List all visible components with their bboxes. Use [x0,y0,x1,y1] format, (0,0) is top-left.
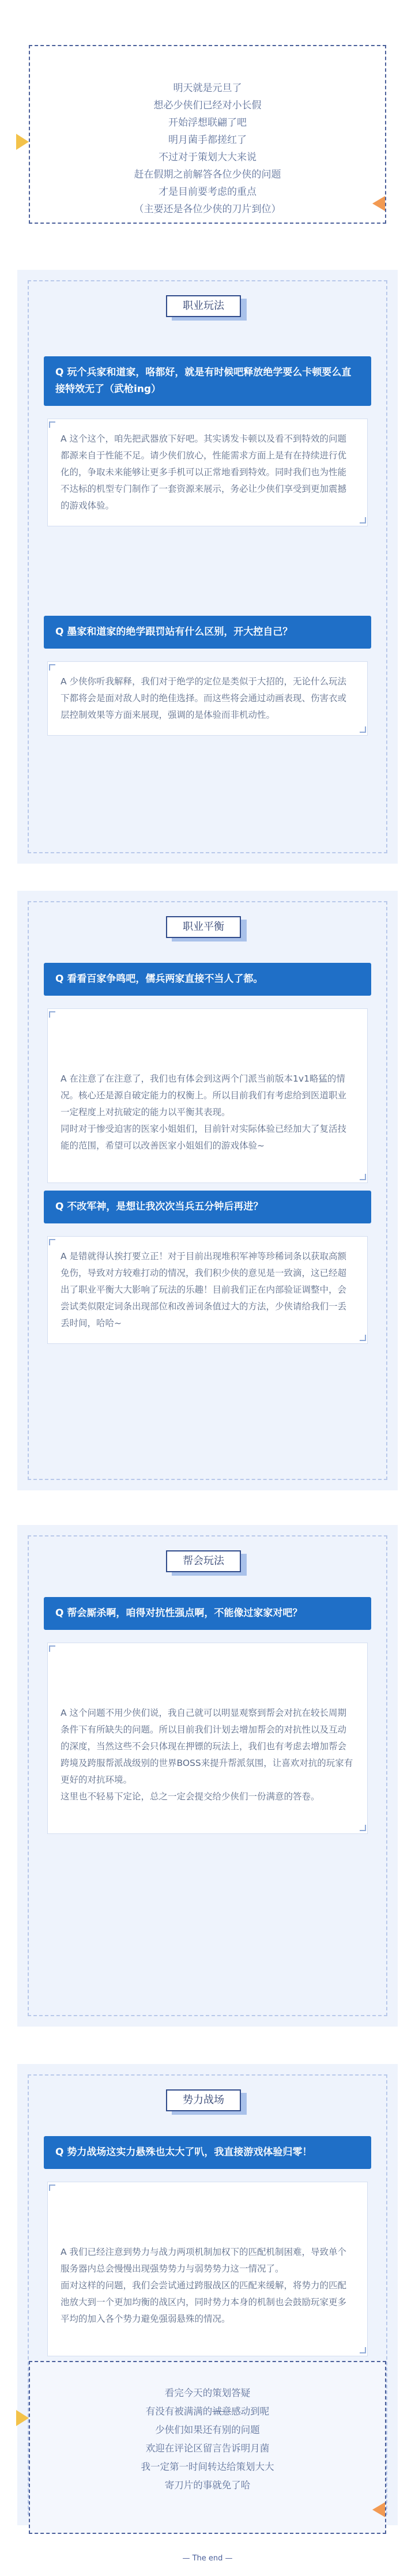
qa-block [44,963,371,1183]
orange-arrow-icon [372,196,385,211]
yellow-arrow-icon [16,134,29,150]
intro-line: 明月菌手都搓红了 [168,134,247,146]
outro-line: 寄刀片的事就免了哈 [164,2480,251,2491]
answer-text: A 我们已经注意到势力与战力两项机制加权下的匹配机制困难，导致单个服务器内总会慢慢出现强势势力与弱势势力这一情况了。 面对这样的问题，我们会尝试通过跨服战区的匹配来缓解，将势力的匹配池放大到一个更加均衡的战区内，同时势力本身的机制也会鼓励玩家更多平均的加入各个势力避免强弱悬殊的情况。 [61,2247,347,2324]
section-class-balance [17,891,398,1490]
question-bar: Q 玩个兵家和道家，咯都好，就是有时候吧释放绝学要么卡顿要么直接特效无了（武枪ing） [44,356,371,406]
answer-text: A 这个这个，咱先把武器放下好吧。其实诱发卡顿以及看不到特效的问题都源来自于性能不足。请少侠们放心，性能需求方面上是有在持续进行优化的，争取未来能够让更多手机可以正常地看到特效。同时我们也为性能不达标的机型专门制作了一套资源来展示，务必让少侠们享受到更加震撼的游戏体验。 [61,434,347,511]
outro-line: 少侠们如果还有别的问题 [155,2424,260,2435]
qa-block [44,1191,371,1344]
answer-text: A 是错就得认挨打要立正！对于目前出现堆积军神等珍稀词条以获取高额免伤，导致对方较难打动的情况，我们积少侠的意见是一致滴，这已经超出了职业平衡大大影响了玩法的乐趣！目前我们正在内部验证调整中，会尝试类似限定词条出现部位和改善词条值过大的方法，少侠请给我们一丢丢时间，哈哈~ [61,1251,347,1328]
answer-card [47,2182,368,2356]
section-class-gameplay [17,270,398,864]
intro-line: （主要还是各位少侠的刀片到位） [134,204,281,215]
badge-label: 职业玩法 [166,295,241,317]
answer-card [47,1643,368,1834]
qa-block [44,356,371,526]
corner-mark [49,2185,55,2191]
answer-text: A 这个问题不用少侠们说，我自己就可以明显观察到帮会对抗在较长周期条件下有所缺失的问题。所以目前我们计划去增加帮会的对抗性以及互动的深度，当然这些不会只体现在押镖的玩法上，我们也有考虑去增加帮会跨境及跨服帮派战级别的世界BOSS来提升帮派氛围，让喜欢对抗的玩家有更好的对抗环境。 这里也不轻易下定论，总之一定会提交给少侠们一份满意的答卷。 [61,1708,353,1802]
question-bar: Q 墨家和道家的绝学跟罚站有什么区别，开大控自己？ [44,616,371,649]
badge-label: 帮会玩法 [166,1550,241,1572]
corner-mark [49,1011,55,1018]
badge-label: 势力战场 [166,2089,241,2111]
intro-line: 赶在假期之前解答各位少侠的问题 [134,169,281,180]
corner-mark [49,1239,55,1245]
corner-mark [360,726,366,733]
corner-mark [49,1645,55,1652]
intro-text [30,80,385,218]
strike-word: 诚意 [212,2406,232,2417]
corner-mark [360,1335,366,1341]
section-guild-gameplay [17,1525,398,2027]
outro-text [30,2384,385,2495]
badge-label: 职业平衡 [166,916,241,938]
orange-arrow-icon [372,2502,385,2517]
answer-card [47,1008,368,1183]
qa-block [44,1597,371,1834]
intro-line: 不过对于策划大大来说 [159,152,256,163]
answer-card [47,661,368,736]
answer-card [47,1236,368,1344]
outro-line: 我一定第一时间转达给策划大大 [141,2461,274,2472]
answer-card [47,419,368,526]
outro-box [29,2361,386,2534]
corner-mark [360,2347,366,2353]
outro-line: 看完今天的策划答疑 [164,2387,251,2398]
yellow-arrow-icon [16,2410,29,2426]
section-badge [161,914,254,946]
outro-line: 欢迎在评论区留言告诉明月菌 [145,2443,270,2454]
section-badge [161,1548,254,1580]
intro-line: 想必少侠们已经对小长假 [153,100,262,111]
qa-block [44,616,371,736]
intro-line: 开始浮想联翩了吧 [168,117,247,129]
intro-line: 才是目前要考虑的重点 [159,186,256,198]
outro-line-part: 有没有被满满的 [145,2406,213,2417]
outro-line [30,2402,385,2421]
section-badge [161,293,254,325]
question-bar: Q 看看百家争鸣吧，儒兵两家直接不当人了都。 [44,963,371,996]
question-bar: Q 帮会厮杀啊，咱得对抗性强点啊，不能像过家家对吧？ [44,1597,371,1630]
section-badge [161,2087,254,2119]
question-bar: Q 势力战场这实力悬殊也太大了叭，我直接游戏体验归零！ [44,2136,371,2169]
intro-box [29,45,386,224]
corner-mark [49,421,55,428]
qa-block [44,2136,371,2356]
answer-text: A 在注意了在注意了，我们也有体会到这两个门派当前版本1v1略猛的情况。核心还是源自破定能力的权衡上。所以目前我们有考虑给到医道职业一定程度上对抗破定的能力以平衡其表现。 同时对于惨受迫害的医家小姐姐们，目前针对实际体验已经加大了复活技能的范围，希望可以改善医家小姐姐们的游戏体验~ [61,1074,347,1151]
corner-mark [360,1174,366,1180]
end-mark: — The end — [182,2554,233,2563]
answer-text: A 少侠你听我解释，我们对于绝学的定位是类似于大招的，无论什么玩法下都将会是面对敌人时的绝佳选择。而这些将会通过动画表现、伤害衣或层控制效果等方面来展现，强调的是体验而非机动性。 [61,676,347,720]
outro-line-part: 感动到呢 [231,2406,270,2417]
corner-mark [49,664,55,671]
corner-mark [360,517,366,524]
corner-mark [360,1825,366,1831]
question-bar: Q 不改军神，是想让我次次当兵五分钟后再进？ [44,1191,371,1223]
intro-line: 明天就是元旦了 [173,82,242,94]
